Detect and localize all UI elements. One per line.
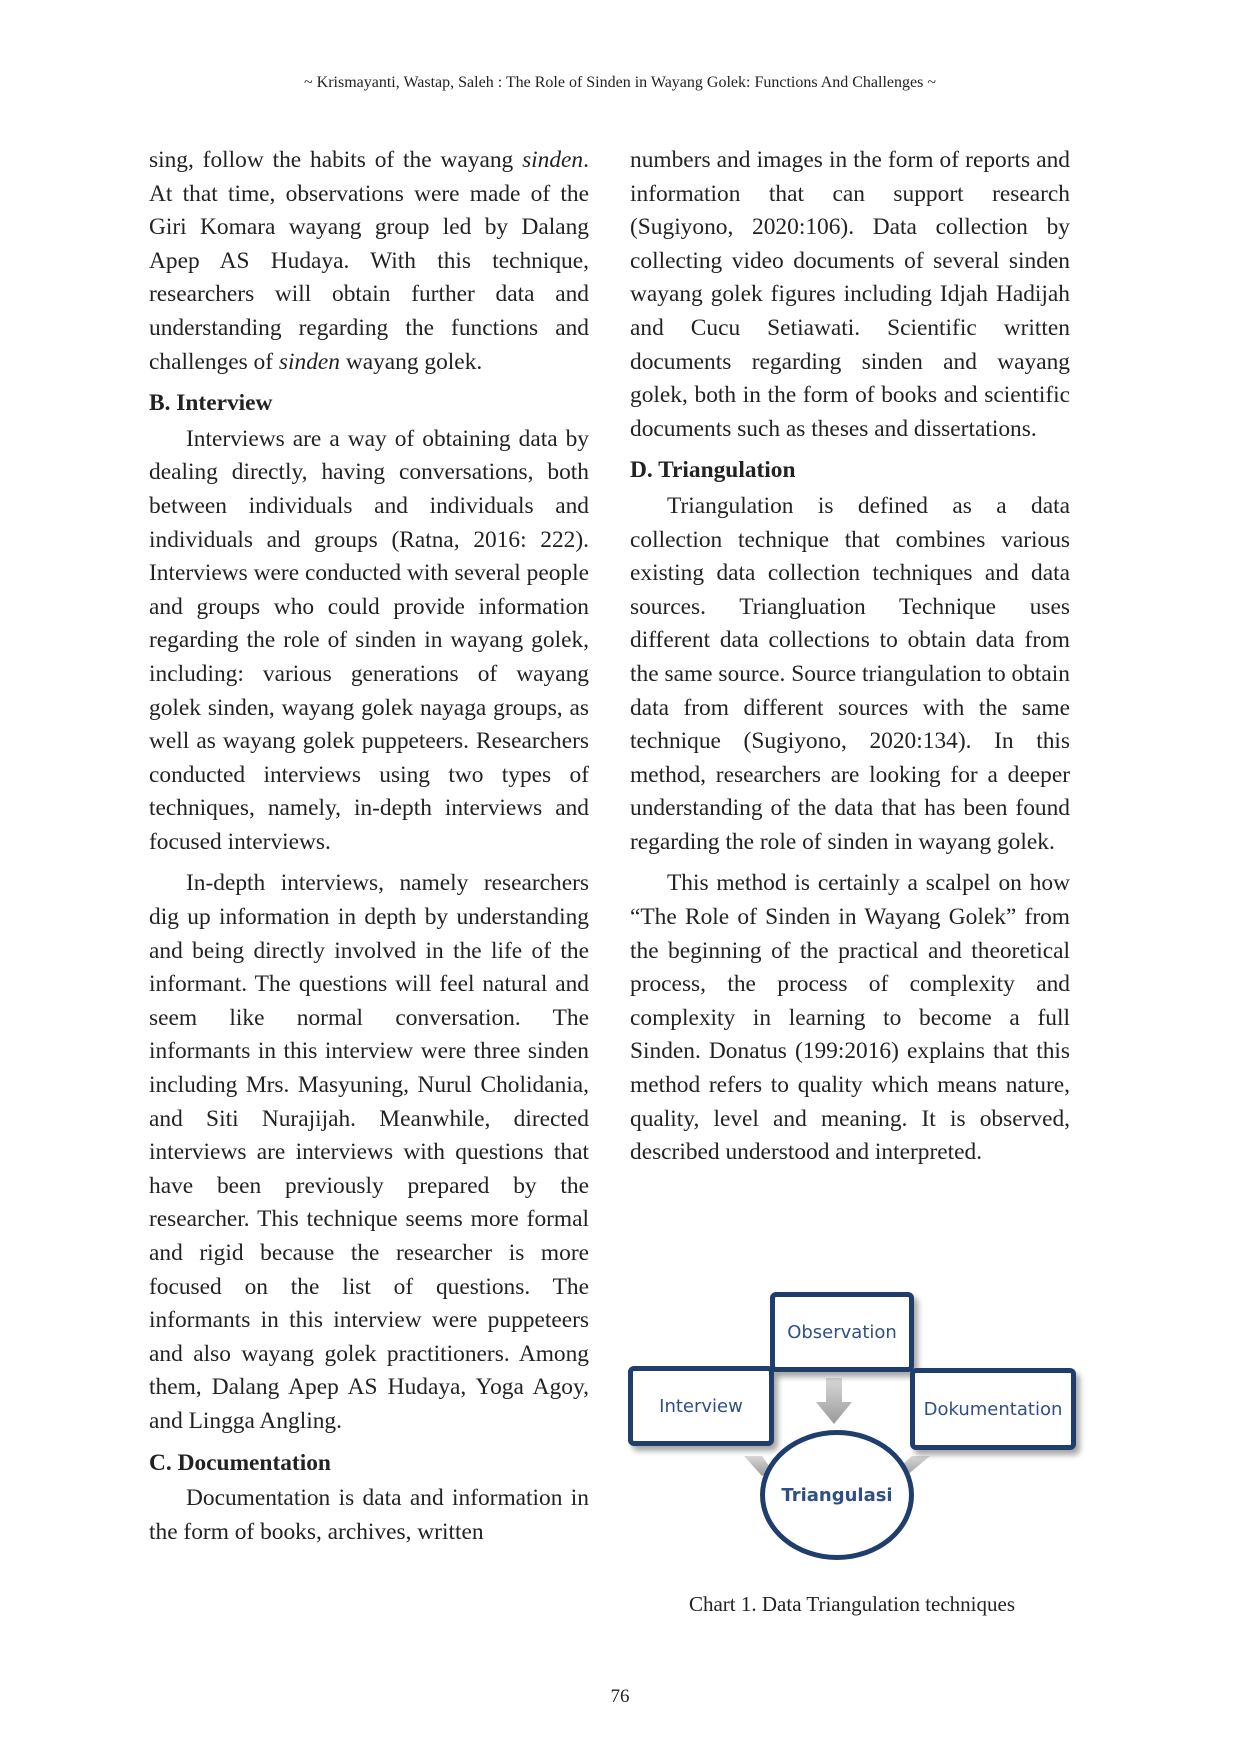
figure-caption: Chart 1. Data Triangulation techniques [688,1592,1016,1616]
arrow-observation [816,1378,852,1424]
paragraph-documentation-cont: numbers and images in the form of reports and information that can support research (Sugiyono, 2020:106). Data collection by collecting video documents of several sinden wayang golek figures including Idjah Hadijah and Cucu Setiawati. Scientific written documents regarding sinden and wayang golek, both in the form of books and scientific documents such as theses and dissertations. [630,147,1070,442]
paragraph-triangulation: Triangulation is defined as a data collection technique that combines various existing data collection techniques and data sources. Triangluation Technique uses different data collections to obtain data from the same source. Source triangulation to obtain data from different sources with the same technique (Sugiyono, 2020:134). In this method, researchers are looking for a deeper understanding of the data that has been found regarding the role of sinden in wayang golek. [630,492,1070,855]
heading-documentation: C. Documentation [149,1449,331,1476]
heading-interview: B. Interview [149,390,273,417]
paragraph-observation-end: sing, follow the habits of the wayang sinden. At that time, observations were made of the Giri Komara wayang group led by Dalang Apep AS Hudaya. With this technique, researchers will obtain further data and understanding regarding the functions and challenges of sinden wayang golek. [149,147,589,375]
page-number: 76 [610,1686,630,1707]
paragraph-interview: Interviews are a way of obtaining data by dealing directly, having conversations, both between individuals and individuals and individuals and groups (Ratna, 2016: 222). Interviews were conducted with several people and groups who could provide information regarding the role of sinden in wayang golek, including: various generations of wayang golek sinden, wayang golek nayaga groups, as well as wayang golek puppeteers. Researchers conducted interviews using two types of techniques, namely, in-depth interviews and focused interviews. [149,425,589,855]
paragraph-method: This method is certainly a scalpel on how “The Role of Sinden in Wayang Golek” from the beginning of the practical and theoretical process, the process of complexity and complexity in learning to become a full Sinden. Donatus (199:2016) explains that this method refers to quality which means nature, quality, level and meaning. It is observed, described understood and interpreted. [630,870,1070,1166]
triangulation-diagram [622,1290,1082,1590]
heading-triangulation: D. Triangulation [630,457,796,484]
dokumentation-box: Dokumentation [910,1368,1076,1450]
observation-box: Observation [770,1292,914,1372]
running-head: ~ Krismayanti, Wastap, Saleh : The Role of Sinden in Wayang Golek: Functions And Challenges ~ [304,74,936,91]
paragraph-in-depth: In-depth interviews, namely researchers dig up information in depth by understanding and being directly involved in the life of the informant. The questions will feel natural and seem like normal conversation. The informants in this interview were three sinden including Mrs. Masyuning, Nurul Cholidania, and Siti Nurajijah. Meanwhile, directed interviews are interviews with questions that have been previously prepared by the researcher. This technique seems more formal and rigid because the researcher is more focused on the list of questions. The informants in this interview were puppeteers and also wayang golek practitioners. Among them, Dalang Apep AS Hudaya, Yoga Agoy, and Lingga Angling. [149,870,589,1434]
paragraph-documentation: Documentation is data and information in the form of books, archives, written [149,1485,589,1545]
right-column [630,144,1070,1178]
interview-box: Interview [628,1366,774,1446]
left-column [149,144,589,1557]
triangulasi-circle: Triangulasi [760,1430,914,1560]
